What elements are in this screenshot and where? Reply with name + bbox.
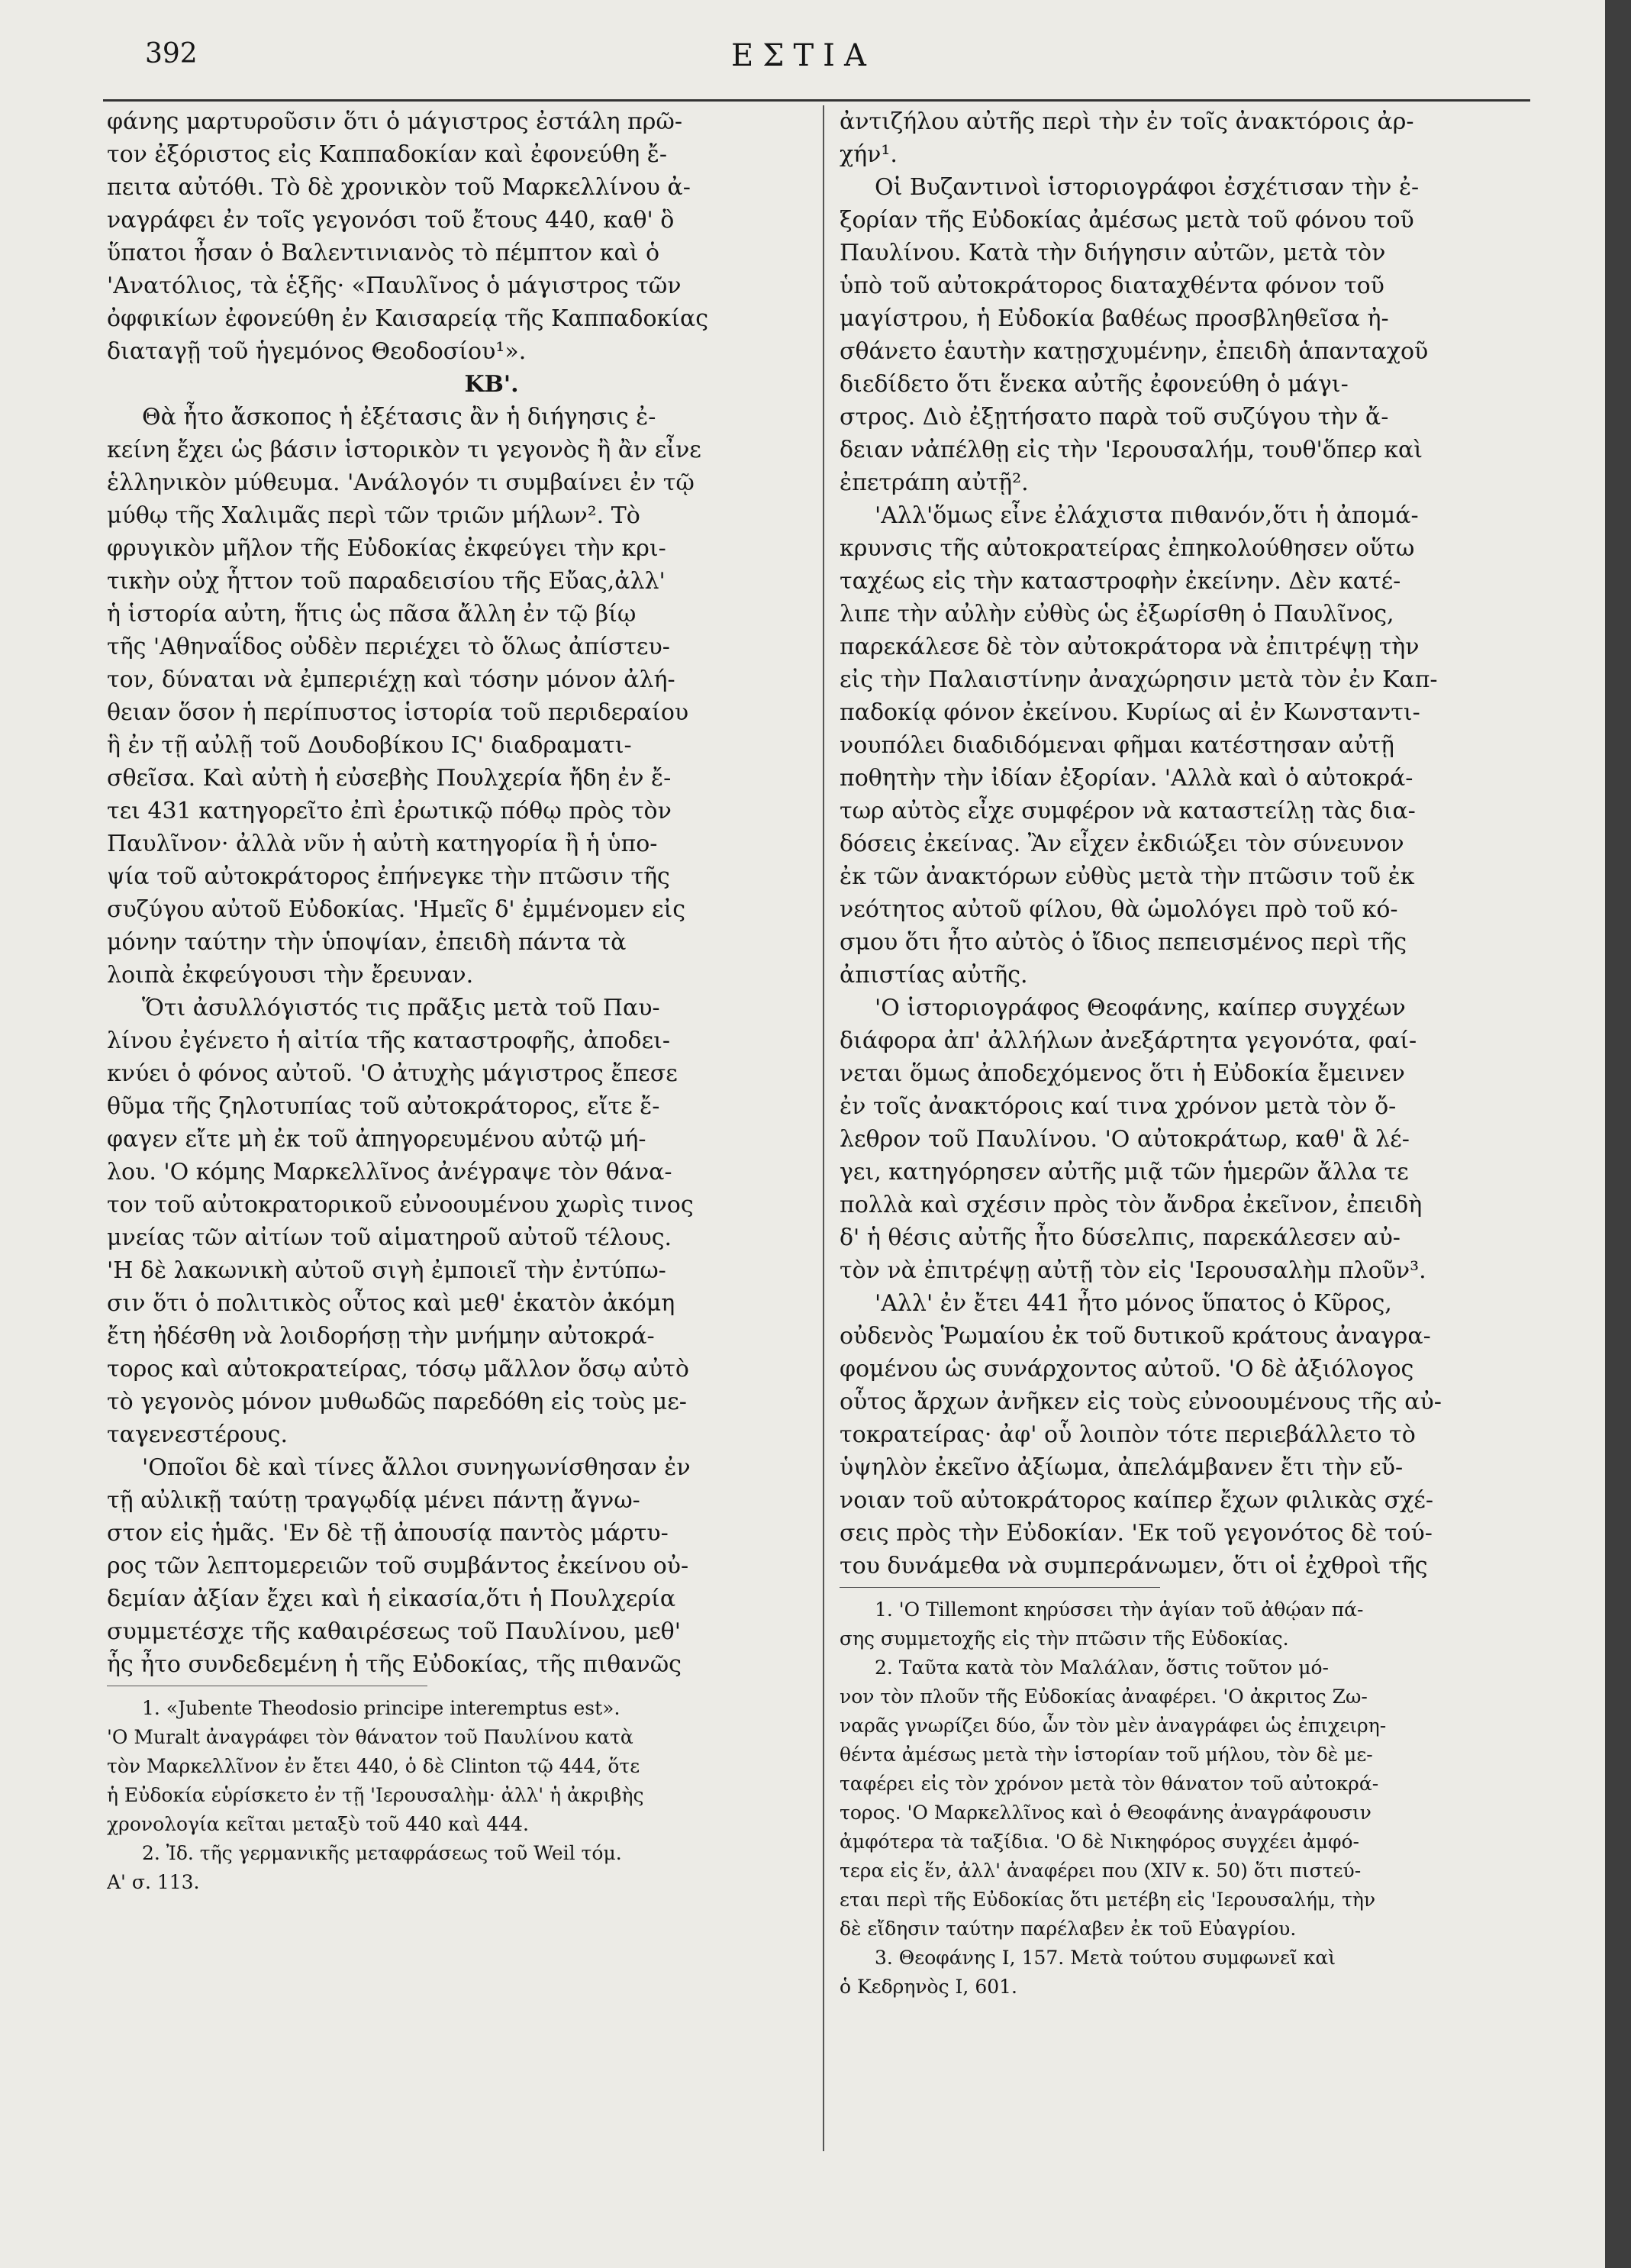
text-line: ὑψηλὸν ἐκεῖνο ἀξίωμα, ἀπελάμβανεν ἔτι τὴν εὔ- [840, 1454, 1404, 1481]
text-line: θειαν ὅσον ἡ περίπυστος ἱστορία τοῦ περιδεραίου [107, 699, 689, 726]
text-line: δεμίαν ἀξίαν ἔχει καὶ ἡ εἰκασία,ὅτι ἡ Πουλχερία [107, 1586, 676, 1612]
text-line: συμμετέσχε τῆς καθαιρέσεως τοῦ Παυλίνου, μεθ' [107, 1618, 681, 1645]
text-line: ἐν τοῖς ἀνακτόροις καί τινα χρόνον μετὰ τὸν ὄ- [840, 1093, 1397, 1120]
text-line: ἧς ἦτο συνδεδεμένη ἡ τῆς Εὐδοκίας, τῆς πιθανῶς [107, 1651, 682, 1678]
text-line: δειαν νἀπέλθῃ εἰς τὴν 'Ιερουσαλήμ, τουθ'ὅπερ καὶ [840, 437, 1423, 463]
footnote-line: Α' σ. 113. [107, 1871, 200, 1893]
text-line: Θὰ ἦτο ἄσκοπος ἡ ἐξέτασις ἂν ἡ διήγησις ἐ- [142, 404, 656, 431]
text-line: ὑπὸ τοῦ αὐτοκράτορος διαταχθέντα φόνον τοῦ [840, 273, 1384, 299]
left-column-body [107, 105, 807, 1681]
text-line: Οἱ Βυζαντινοὶ ἱστοριογράφοι ἐσχέτισαν τὴν ἐ- [875, 174, 1420, 201]
text-line: τοκρατείρας· ἀφ' οὗ λοιπὸν τότε περιεβάλλετο τὸ [840, 1421, 1416, 1448]
left-column [107, 105, 807, 1897]
section-heading: ΚΒ'. [464, 371, 519, 398]
text-line: θῦμα τῆς ζηλοτυπίας τοῦ αὐτοκράτορος, εἴτε ἔ- [107, 1093, 660, 1120]
text-line: Παυλῖνον· ἀλλὰ νῦν ἡ αὐτὴ κατηγορία ἢ ἡ ὑπο- [107, 831, 658, 857]
text-line: ρος τῶν λεπτομερειῶν τοῦ συμβάντος ἐκείνου οὐ- [107, 1553, 689, 1579]
footnote-line: 2. Ἰδ. τῆς γερμανικῆς μεταφράσεως τοῦ Weil τόμ. [142, 1842, 622, 1864]
text-line: Παυλίνου. Κατὰ τὴν διήγησιν αὐτῶν, μετὰ τὸν [840, 240, 1386, 266]
text-line: κείνη ἔχει ὡς βάσιν ἱστορικὸν τι γεγονὸς ἢ ἂν εἶνε [107, 437, 701, 463]
text-line: πειτα αὐτόθι. Τὸ δὲ χρονικὸν τοῦ Μαρκελλίνου ἀ- [107, 174, 691, 201]
text-line: του δυνάμεθα νὰ συμπεράνωμεν, ὅτι οἱ ἐχθροὶ τῆς [840, 1553, 1428, 1579]
text-line: δ' ἡ θέσις αὐτῆς ἦτο δύσελπις, παρεκάλεσεν αὐ- [840, 1224, 1401, 1251]
text-line: οὐδενὸς Ῥωμαίου ἐκ τοῦ δυτικοῦ κράτους ἀναγρα- [840, 1323, 1431, 1350]
text-line: παρεκάλεσε δὲ τὸν αὐτοκράτορα νὰ ἐπιτρέψῃ τὴν [840, 634, 1420, 660]
text-line: φαγεν εἴτε μὴ ἐκ τοῦ ἀπηγορευμένου αὐτῷ μή- [107, 1126, 646, 1153]
text-line: μνείας τῶν αἰτίων τοῦ αἱματηροῦ αὐτοῦ τέλους. [107, 1224, 672, 1251]
text-line: σθεῖσα. Καὶ αὐτὴ ἡ εὐσεβὴς Πουλχερία ἤδη ἐν ἔ- [107, 765, 672, 792]
text-line: κνύει ὁ φόνος αὐτοῦ. 'Ο ἀτυχὴς μάγιστρος ἔπεσε [107, 1060, 678, 1087]
text-line: φάνης μαρτυροῦσιν ὅτι ὁ μάγιστρος ἐστάλη πρῶ- [107, 108, 683, 135]
text-line: φομένου ὡς συνάρχοντος αὐτοῦ. 'Ο δὲ ἀξιόλογος [840, 1356, 1414, 1382]
text-line: τορος καὶ αὐτοκρατείρας, τόσῳ μᾶλλον ὅσῳ αὐτὸ [107, 1356, 689, 1382]
text-line: μύθῳ τῆς Χαλιμᾶς περὶ τῶν τριῶν μήλων². Τὸ [107, 502, 640, 529]
text-line: 'Αλλ' ἐν ἔτει 441 ἦτο μόνος ὕπατος ὁ Κῦρος, [875, 1290, 1392, 1317]
footnote-rule [840, 1587, 1160, 1588]
column-divider [823, 105, 824, 2151]
text-line: τικὴν οὐχ ἧττον τοῦ παραδεισίου τῆς Εὔας,ἀλλ' [107, 568, 666, 595]
text-line: τον, δύναται νὰ ἐμπεριέχῃ καὶ τόσην μόνον ἀλή- [107, 666, 675, 693]
text-line: τὸν νὰ ἐπιτρέψῃ αὐτῇ τὸν εἰς 'Ιερουσαλὴμ πλοῦν³. [840, 1257, 1426, 1284]
running-title: ΕΣΤΙΑ [731, 38, 875, 73]
text-line: οὗτος ἄρχων ἀνῆκεν εἰς τοὺς εὐνοουμένους τῆς αὐ- [840, 1389, 1442, 1415]
text-line: λοιπὰ ἐκφεύγουσι τὴν ἔρευναν. [107, 962, 474, 989]
footnote-line: χρονολογία κεῖται μεταξὺ τοῦ 440 καὶ 444. [107, 1813, 529, 1835]
text-line: 'Ανατόλιος, τὰ ἑξῆς· «Παυλῖνος ὁ μάγιστρος τῶν [107, 273, 682, 299]
text-line: μαγίστρου, ἡ Εὐδοκία βαθέως προσβληθεῖσα ἠ- [840, 305, 1389, 332]
text-line: ὕπατοι ἦσαν ὁ Βαλεντινιανὸς τὸ πέμπτον καὶ ὁ [107, 240, 660, 266]
text-line: ἐκ τῶν ἀνακτόρων εὐθὺς μετὰ τὴν πτῶσιν τοῦ ἐκ [840, 863, 1415, 890]
text-line: σιν ὅτι ὁ πολιτικὸς οὗτος καὶ μεθ' ἑκατὸν ἀκόμη [107, 1290, 675, 1317]
text-line: 'Οποῖοι δὲ καὶ τίνες ἄλλοι συνηγωνίσθησαν ἐν [142, 1454, 691, 1481]
footnote-line: θέντα ἀμέσως μετὰ τὴν ἱστορίαν τοῦ μήλου, τὸν δὲ με- [840, 1744, 1373, 1766]
text-line: φρυγικὸν μῆλον τῆς Εὐδοκίας ἐκφεύγει τὴν κρι- [107, 535, 666, 562]
right-footnotes [840, 1595, 1505, 2002]
text-line: ξορίαν τῆς Εὐδοκίας ἀμέσως μετὰ τοῦ φόνου τοῦ [840, 207, 1414, 234]
footnote-line: 1. «Jubente Theodosio principe interemptus est». [142, 1697, 620, 1719]
text-line: ἣ ἐν τῇ αὐλῇ τοῦ Δουδοβίκου ΙϚ' διαδραματι- [107, 732, 632, 759]
text-line: χήν¹. [840, 141, 898, 168]
text-line: νεότητος αὐτοῦ φίλου, θὰ ὡμολόγει πρὸ τοῦ κό- [840, 896, 1398, 923]
text-line: παδοκίᾳ φόνον ἐκείνου. Κυρίως αἱ ἐν Κωνσταντι- [840, 699, 1420, 726]
text-line: τον τοῦ αὐτοκρατορικοῦ εὐνοουμένου χωρὶς τινος [107, 1192, 694, 1218]
text-line: ὀφφικίων ἐφονεύθη ἐν Καισαρείᾳ τῆς Καππαδοκίας [107, 305, 709, 332]
footnote-line: εται περὶ τῆς Εὐδοκίας ὅτι μετέβη εἰς 'Ιερουσαλήμ, τὴν [840, 1889, 1376, 1911]
text-line: 'Αλλ'ὅμως εἶνε ἐλάχιστα πιθανόν,ὅτι ἡ ἀπομά- [875, 502, 1419, 529]
text-line: λίνου ἐγένετο ἡ αἰτία τῆς καταστροφῆς, ἀποδει- [107, 1028, 671, 1054]
footnote-line: ναρᾶς γνωρίζει δύο, ὧν τὸν μὲν ἀναγράφει ὡς ἐπιχειρη- [840, 1715, 1387, 1737]
right-column-body [840, 105, 1505, 1582]
text-line: ἑλληνικὸν μύθευμα. 'Ανάλογόν τι συμβαίνει ἐν τῷ [107, 469, 695, 496]
footnote-line: ἀμφότερα τὰ ταξίδια. 'Ο δὲ Νικηφόρος συγχέει ἀμφό- [840, 1831, 1359, 1853]
footnote-line: ἡ Εὐδοκία εὑρίσκετο ἐν τῇ 'Ιερουσαλὴμ· ἀλλ' ἡ ἀκριβὴς [107, 1784, 644, 1806]
text-line: σεις πρὸς τὴν Εὐδοκίαν. 'Εκ τοῦ γεγονότος δὲ τού- [840, 1520, 1433, 1547]
text-line: νοιαν τοῦ αὐτοκράτορος καίπερ ἔχων φιλικὰς σχέ- [840, 1487, 1433, 1514]
text-line: ταχέως εἰς τὴν καταστροφὴν ἐκείνην. Δὲν κατέ- [840, 568, 1401, 595]
text-line: τωρ αὐτὸς εἶχε συμφέρον νὰ καταστείλῃ τὰς δια- [840, 798, 1416, 824]
text-line: ἀντιζήλου αὐτῆς περὶ τὴν ἐν τοῖς ἀνακτόροις ἀρ- [840, 108, 1414, 135]
footnote-line: σης συμμετοχῆς εἰς τὴν πτῶσιν τῆς Εὐδοκίας. [840, 1628, 1289, 1650]
footnote-line: τὸν Μαρκελλῖνον ἐν ἔτει 440, ὁ δὲ Clinton τῷ 444, ὅτε [107, 1755, 640, 1777]
text-line: ἐπετράπη αὐτῇ². [840, 469, 1029, 496]
text-line: τῆς 'Αθηναΐδος οὐδὲν περιέχει τὸ ὅλως ἀπίστευ- [107, 634, 670, 660]
footnote-line: νον τὸν πλοῦν τῆς Εὐδοκίας ἀναφέρει. 'Ο ἀκριτος Ζω- [840, 1686, 1368, 1708]
text-line: λου. 'Ο κόμης Μαρκελλῖνος ἀνέγραψε τὸν θάνα- [107, 1159, 672, 1186]
text-line: 'Ο ἱστοριογράφος Θεοφάνης, καίπερ συγχέων [875, 995, 1406, 1021]
footnote-line: ταφέρει εἰς τὸν χρόνον μετὰ τὸν θάνατον τοῦ αὐτοκρά- [840, 1773, 1379, 1795]
text-line: σθάνετο ἑαυτὴν κατῃσχυμένην, ἐπειδὴ ἁπανταχοῦ [840, 338, 1429, 365]
text-line: στον εἰς ἡμᾶς. 'Εν δὲ τῇ ἀπουσίᾳ παντὸς μάρτυ- [107, 1520, 669, 1547]
text-line: διεδίδετο ὅτι ἕνεκα αὐτῆς ἐφονεύθη ὁ μάγι- [840, 371, 1349, 398]
footnote-line: 'Ο Muralt ἀναγράφει τὸν θάνατον τοῦ Παυλίνου κατὰ [107, 1726, 633, 1748]
text-line: λεθρον τοῦ Παυλίνου. 'Ο αὐτοκράτωρ, καθ' ἃ λέ- [840, 1126, 1410, 1153]
text-line: τον ἐξόριστος εἰς Καππαδοκίαν καὶ ἐφονεύθη ἔ- [107, 141, 667, 168]
text-line: ταγενεστέρους. [107, 1421, 288, 1448]
text-line: ἀπιστίας αὐτῆς. [840, 962, 1028, 989]
text-line: συζύγου αὐτοῦ Εὐδοκίας. 'Ημεῖς δ' ἐμμένομεν εἰς [107, 896, 686, 923]
header-rule [103, 99, 1530, 102]
footnote-line: τορος. 'Ο Μαρκελλῖνος καὶ ὁ Θεοφάνης ἀναγράφουσιν [840, 1802, 1372, 1824]
footnote-line: ὁ Κεδρηνὸς Ι, 601. [840, 1976, 1017, 1998]
text-line: ποθητὴν τὴν ἰδίαν ἐξορίαν. 'Αλλὰ καὶ ὁ αὐτοκρά- [840, 765, 1413, 792]
text-line: μόνην ταύτην τὴν ὑποψίαν, ἐπειδὴ πάντα τὰ [107, 929, 627, 956]
text-line: δόσεις ἐκείνας. Ἂν εἶχεν ἐκδιώξει τὸν σύνευνον [840, 831, 1404, 857]
right-column [840, 105, 1505, 2002]
text-line: ἡ ἱστορία αὐτη, ἥτις ὡς πᾶσα ἄλλη ἐν τῷ βίῳ [107, 601, 637, 627]
text-line: ναγράφει ἐν τοῖς γεγονόσι τοῦ ἔτους 440, καθ' ὃ [107, 207, 675, 234]
text-line: πολλὰ καὶ σχέσιν πρὸς τὸν ἄνδρα ἐκεῖνον, ἐπειδὴ [840, 1192, 1423, 1218]
text-line: 'Η δὲ λακωνικὴ αὐτοῦ σιγὴ ἐμποιεῖ τὴν ἐντύπω- [107, 1257, 666, 1284]
text-line: λιπε τὴν αὐλὴν εὐθὺς ὡς ἐξωρίσθη ὁ Παυλῖνος, [840, 601, 1394, 627]
page-number: 392 [145, 38, 198, 69]
left-footnotes [107, 1694, 807, 1897]
text-line: διαταγῇ τοῦ ἡγεμόνος Θεοδοσίου¹». [107, 338, 527, 365]
footnote-line: 1. 'Ο Tillemont κηρύσσει τὴν ἁγίαν τοῦ ἀθῴαν πά- [875, 1599, 1364, 1621]
text-line: νουπόλει διαδιδόμεναι φῆμαι κατέστησαν αὐτῇ [840, 732, 1394, 759]
text-line: εἰς τὴν Παλαιστίνην ἀναχώρησιν μετὰ τὸν ἐν Καπ- [840, 666, 1438, 693]
page-edge-shadow [1605, 0, 1631, 2268]
text-line: Ὅτι ἀσυλλόγιστός τις πρᾶξις μετὰ τοῦ Παυ- [142, 995, 660, 1021]
text-line: τει 431 κατηγορεῖτο ἐπὶ ἐρωτικῷ πόθῳ πρὸς τὸν [107, 798, 672, 824]
text-line: ψία τοῦ αὐτοκράτορος ἐπήνεγκε τὴν πτῶσιν τῆς [107, 863, 670, 890]
text-line: διάφορα ἀπ' ἀλλήλων ἀνεξάρτητα γεγονότα, φαί- [840, 1028, 1417, 1054]
text-line: γει, κατηγόρησεν αὐτῆς μιᾷ τῶν ἡμερῶν ἄλλα τε [840, 1159, 1409, 1186]
footnote-line: 2. Ταῦτα κατὰ τὸν Μαλάλαν, ὅστις τοῦτον μό- [875, 1657, 1329, 1679]
footnote-line: 3. Θεοφάνης Ι, 157. Μετὰ τούτου συμφωνεῖ καὶ [875, 1947, 1336, 1969]
text-line: σμου ὅτι ἦτο αὐτὸς ὁ ἴδιος πεπεισμένος περὶ τῆς [840, 929, 1407, 956]
footnote-line: τερα εἰς ἕν, ἀλλ' ἀναφέρει που (XIV κ. 50) ὅτι πιστεύ- [840, 1860, 1362, 1882]
footnote-line: δὲ εἴδησιν ταύτην παρέλαβεν ἐκ τοῦ Εὐαγρίου. [840, 1918, 1297, 1940]
text-line: κρυνσις τῆς αὐτοκρατείρας ἐπηκολούθησεν οὕτω [840, 535, 1415, 562]
text-line: ἔτη ἠδέσθη νὰ λοιδορήσῃ τὴν μνήμην αὐτοκρά- [107, 1323, 655, 1350]
text-line: στρος. Διὸ ἐξῃτήσατο παρὰ τοῦ συζύγου τὴν ἄ- [840, 404, 1389, 431]
text-line: τὸ γεγονὸς μόνον μυθωδῶς παρεδόθη εἰς τοὺς με- [107, 1389, 687, 1415]
text-line: τῇ αὐλικῇ ταύτῃ τραγῳδίᾳ μένει πάντῃ ἄγνω- [107, 1487, 640, 1514]
text-line: νεται ὅμως ἀποδεχόμενος ὅτι ἡ Εὐδοκία ἔμεινεν [840, 1060, 1405, 1087]
